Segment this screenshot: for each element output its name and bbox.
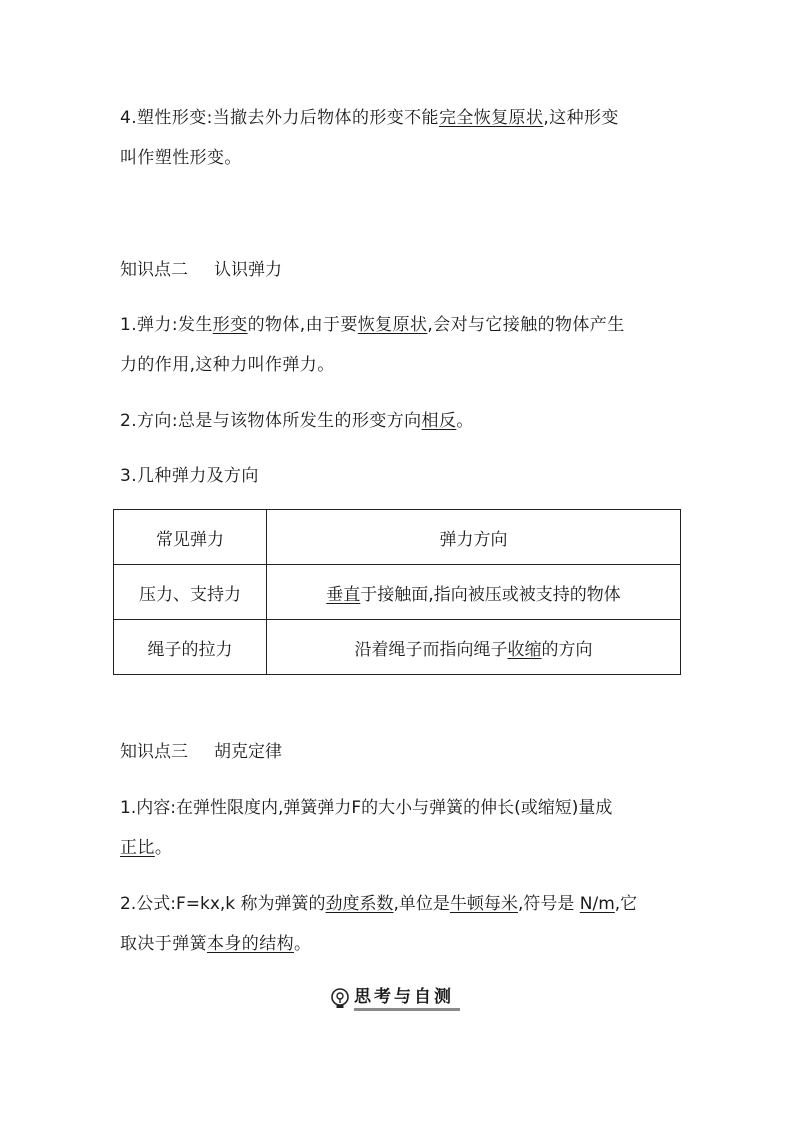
table-row (114, 620, 681, 675)
table-header-cell: 弹力方向 (267, 510, 681, 565)
elastic-force-definition-line-1: 1.弹力:发生形变的物体,由于要恢复原状,会对与它接触的物体产生 (120, 315, 625, 335)
underlined-term: 形变 (212, 315, 248, 335)
underlined-term: 劲度系数 (325, 894, 394, 914)
plastic-deformation-line-2: 叫作塑性形变。 (120, 148, 242, 168)
table-header-row (114, 510, 681, 565)
underlined-term: 正比 (120, 838, 155, 858)
underlined-term: 牛顿每米 (449, 894, 518, 914)
think-and-test-banner (330, 986, 460, 1012)
elastic-force-definition-line-2: 力的作用,这种力叫作弹力。 (120, 355, 335, 375)
hooke-content-line-1: 1.内容:在弹性限度内,弹簧弹力F的大小与弹簧的伸长(或缩短)量成 (120, 798, 613, 818)
table-cell: 垂直于接触面,指向被压或被支持的物体 (267, 565, 681, 620)
kinds-of-elastic-force-line: 3.几种弹力及方向 (120, 466, 259, 486)
plastic-deformation-line-1: 4.塑性形变:当撤去外力后物体的形变不能完全恢复原状,这种形变 (120, 108, 619, 128)
section-heading-3: 知识点三 胡克定律 (120, 742, 282, 762)
hooke-content-line-2: 正比。 (120, 838, 173, 858)
table-cell: 压力、支持力 (114, 565, 267, 620)
direction-line: 2.方向:总是与该物体所发生的形变方向相反。 (120, 411, 474, 431)
table-header-cell: 常见弹力 (114, 510, 267, 565)
lightbulb-icon (330, 988, 350, 1010)
banner-title: 思考与自测 (354, 987, 460, 1011)
section-heading-2: 知识点二 认识弹力 (120, 260, 282, 280)
underlined-term: 相反 (421, 411, 457, 431)
underlined-term: 垂直 (326, 584, 361, 605)
underlined-term: N/m (579, 894, 615, 914)
underlined-term: 恢复原状 (357, 315, 428, 335)
underlined-term: 本身的结构 (207, 934, 294, 954)
hooke-formula-line-2: 取决于弹簧本身的结构。 (120, 934, 312, 954)
elastic-force-table (113, 509, 681, 675)
table-cell: 绳子的拉力 (114, 620, 267, 675)
table-cell: 沿着绳子而指向绳子收缩的方向 (267, 620, 681, 675)
underlined-term: 完全恢复原状 (438, 108, 544, 128)
hooke-formula-line-1: 2.公式:F=kx,k 称为弹簧的劲度系数,单位是牛顿每米,符号是 N/m,它 (120, 894, 638, 914)
underlined-term: 收缩 (507, 639, 542, 660)
table-row (114, 565, 681, 620)
